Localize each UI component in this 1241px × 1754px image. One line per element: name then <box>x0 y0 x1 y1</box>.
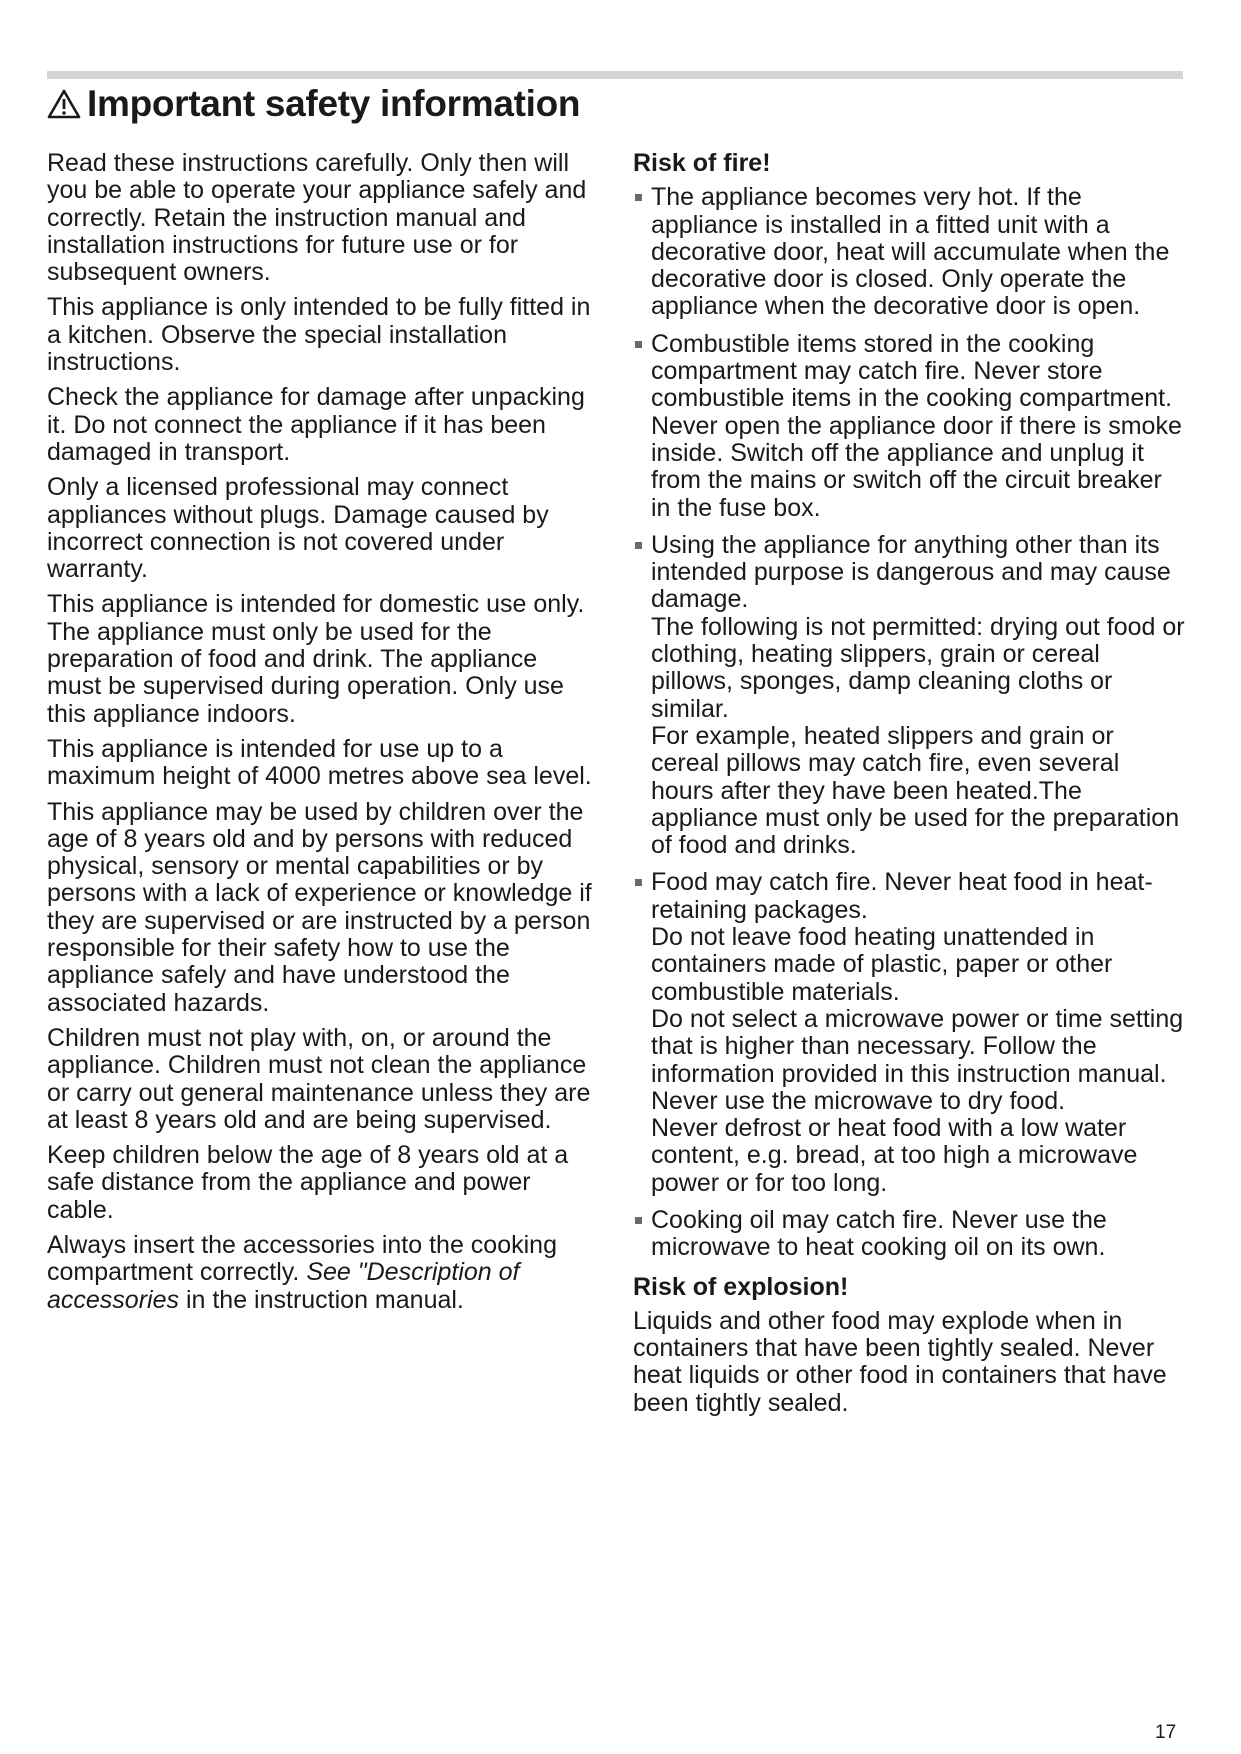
bullet-square-icon <box>635 879 642 886</box>
list-item-text: The appliance becomes very hot. If the appliance is installed in a fitted unit with a decorative door, heat will accumulate when the decorative door is closed. Only operate the appliance when the decorative door is open. <box>651 183 1170 321</box>
list-item <box>633 1207 1185 1262</box>
paragraph: This appliance is intended for domestic use only. The appliance must only be used for the preparation of food and drink. The appliance must be supervised during operation. Only use this appliance indoors. <box>47 590 585 728</box>
bullet-square-icon <box>635 194 642 201</box>
list-item-text: Combustible items stored in the cooking compartment may catch fire. Never store combustible items in the cooking compartment. Never open the appliance door if there is smoke inside. Switch off the appliance and unplug it from the mains or switch off the circuit breaker in the fuse box. <box>651 329 1182 522</box>
page-number: 17 <box>1155 1722 1177 1743</box>
paragraph: Only a licensed professional may connect appliances without plugs. Damage caused by incorrect connection is not covered under warranty. <box>47 473 549 584</box>
explosion-paragraph: Liquids and other food may explode when in containers that have been tightly sealed. Never heat liquids or other food in containers that have been tightly sealed. <box>633 1306 1167 1417</box>
list-item <box>633 184 1185 320</box>
paragraph: This appliance may be used by children over the age of 8 years old and by persons with reduced physical, sensory or mental capabilities or by persons with a lack of experience or knowledge if they are supervised or are instructed by a person responsible for their safety how to use the appliance safely and have understood the associated hazards. <box>47 797 592 1017</box>
list-item-text: Never use the microwave to dry food. <box>651 1086 1066 1115</box>
page-title <box>47 80 580 128</box>
paragraph: This appliance is intended for use up to a maximum height of 4000 metres above sea level. <box>47 734 592 791</box>
bullet-square-icon <box>635 542 642 549</box>
paragraph: Read these instructions carefully. Only then will you be able to operate your appliance safely and correctly. Retain the instruction manual and installation instructions for future use or for subsequent owners. <box>47 149 587 287</box>
list-item <box>633 331 1185 522</box>
explosion-heading: Risk of explosion! <box>633 1272 849 1301</box>
list-item-text: Using the appliance for anything other than its intended purpose is dangerous and may cause damage. <box>651 530 1171 614</box>
bullet-square-icon <box>635 1217 642 1224</box>
cross-reference: See "Description of accessories <box>47 1258 520 1314</box>
list-item-text: Food may catch fire. Never heat food in heat-retaining packages. <box>651 868 1153 924</box>
list-item-text: Do not leave food heating unattended in containers made of plastic, paper or other combustible materials. <box>651 923 1113 1006</box>
top-rule <box>47 71 1183 79</box>
list-item-text: For example, heated slippers and grain or cereal pillows may catch fire, even several hours after they have been heated.The appliance must only be used for the preparation of food and drinks. <box>651 721 1180 860</box>
left-column <box>47 150 595 1322</box>
paragraph: This appliance is only intended to be fully fitted in a kitchen. Observe the special installation instructions. <box>47 293 591 377</box>
accessories-text-end: in the instruction manual. <box>179 1285 464 1314</box>
accessories-paragraph <box>47 1232 595 1314</box>
list-item <box>633 532 1185 860</box>
paragraph: Keep children below the age of 8 years old at a safe distance from the appliance and power cable. <box>47 1141 569 1224</box>
fire-heading: Risk of fire! <box>633 149 771 177</box>
paragraph: Check the appliance for damage after unpacking it. Do not connect the appliance if it has been damaged in transport. <box>47 383 585 466</box>
list-item-text: Do not select a microwave power or time setting that is higher than necessary. Follow the information provided in this instruction manual. <box>651 1004 1184 1088</box>
page-title-text: Important safety information <box>87 83 581 124</box>
list-item-text: Cooking oil may catch fire. Never use the microwave to heat cooking oil on its own. <box>651 1205 1107 1262</box>
paragraph: Children must not play with, on, or around the appliance. Children must not clean the appliance or carry out general maintenance unless they are at least 8 years old and are being supervised. <box>47 1023 591 1134</box>
list-item-text: Never defrost or heat food with a low water content, e.g. bread, at too high a microwave power or for too long. <box>651 1114 1138 1197</box>
list-item <box>633 869 1185 1197</box>
list-item-text: The following is not permitted: drying out food or clothing, heating slippers, grain or cereal pillows, sponges, damp cleaning cloths or similar. <box>651 612 1185 723</box>
fire-list <box>633 184 1185 1261</box>
accessories-text: Always insert the accessories into the cooking compartment correctly. <box>47 1230 557 1287</box>
bullet-square-icon <box>635 341 642 348</box>
right-column <box>633 150 1185 1425</box>
warning-triangle-icon <box>47 88 81 120</box>
